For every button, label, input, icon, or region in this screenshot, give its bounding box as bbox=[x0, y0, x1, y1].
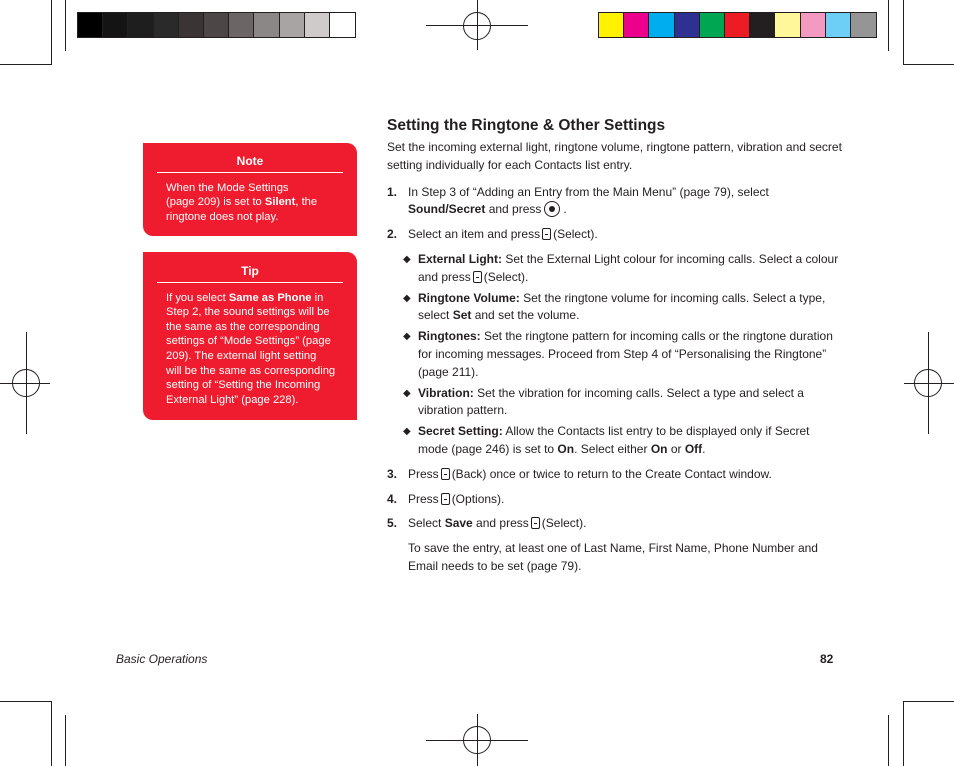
tip-line: setting of “Setting the Incoming bbox=[166, 379, 321, 392]
gray-swatch bbox=[78, 13, 103, 37]
option-label: External Light: bbox=[418, 251, 503, 266]
diamond-bullet-icon: ◆ bbox=[403, 253, 411, 265]
main-content bbox=[387, 116, 842, 576]
gray-swatch bbox=[103, 13, 128, 37]
option-text: Set the External Light colour for incoming calls. Select a colour and press bbox=[418, 251, 839, 284]
step-bold: Save bbox=[444, 516, 473, 531]
step-number: 4. bbox=[387, 491, 398, 506]
step-number: 1. bbox=[387, 184, 398, 199]
gray-swatch bbox=[204, 13, 229, 37]
option-ringtones bbox=[387, 328, 842, 381]
step-text: Select bbox=[408, 516, 445, 531]
option-secret-setting bbox=[387, 423, 842, 459]
tip-box bbox=[143, 252, 357, 420]
note-body bbox=[143, 173, 357, 225]
step-number: 2. bbox=[387, 227, 398, 242]
option-text: Set the vibration for incoming calls. Select a type and select a vibration pattern. bbox=[418, 385, 804, 418]
diamond-bullet-icon: ◆ bbox=[403, 292, 411, 304]
note-box bbox=[143, 143, 357, 236]
color-swatch bbox=[700, 13, 725, 37]
color-swatch bbox=[775, 13, 800, 37]
step-text: Press bbox=[408, 466, 439, 481]
note-text: (page 209) is set to bbox=[166, 196, 265, 209]
option-text: (Select). bbox=[483, 269, 529, 284]
soft-key-icon bbox=[531, 517, 540, 529]
tip-line: will be the same as corresponding bbox=[166, 364, 336, 377]
note-line: When the Mode Settings bbox=[166, 181, 289, 194]
option-bold: On bbox=[557, 441, 575, 456]
option-label: Ringtones: bbox=[418, 329, 481, 344]
step-4 bbox=[387, 491, 842, 509]
color-swatch bbox=[826, 13, 851, 37]
option-label: Vibration: bbox=[418, 385, 474, 400]
tip-bold: Same as Phone bbox=[228, 291, 312, 304]
step-text: In Step 3 of “Adding an Entry from the Main Menu” (page 79), select bbox=[408, 184, 769, 199]
color-swatch bbox=[675, 13, 700, 37]
color-swatch bbox=[624, 13, 649, 37]
option-label: Ringtone Volume: bbox=[418, 290, 520, 305]
option-text: Allow the Contacts list entry to be displayed only if Secret mode (page 246) is set to bbox=[418, 424, 810, 456]
diamond-bullet-icon: ◆ bbox=[403, 331, 411, 343]
gray-swatch bbox=[254, 13, 279, 37]
step-text: Select an item and press bbox=[408, 227, 541, 242]
step-number: 5. bbox=[387, 516, 398, 531]
step-bold: Sound/Secret bbox=[408, 202, 486, 217]
note-bold: Silent bbox=[264, 196, 296, 209]
gray-swatch bbox=[229, 13, 254, 37]
step-text: . bbox=[563, 202, 567, 217]
gray-swatch bbox=[128, 13, 153, 37]
tip-line: 209). The external light setting bbox=[166, 349, 317, 362]
process-color-bar bbox=[598, 12, 877, 38]
option-text: Set the ringtone pattern for incoming calls or the ringtone duration for incoming messages. Proceed from Step 4 of “Personalising the Ringtone” (page 211). bbox=[418, 329, 833, 379]
option-text: and set the volume. bbox=[471, 308, 580, 323]
option-external-light bbox=[387, 251, 842, 287]
color-swatch bbox=[725, 13, 750, 37]
gray-swatch bbox=[154, 13, 179, 37]
color-swatch bbox=[599, 13, 624, 37]
intro-paragraph: Set the incoming external light, ringtone volume, ringtone pattern, vibration and secret setting individually for each Contacts list entry. bbox=[387, 140, 842, 172]
step-2 bbox=[387, 226, 842, 244]
step-5 bbox=[387, 515, 842, 533]
gray-swatch bbox=[330, 13, 355, 37]
closing-paragraph: To save the entry, at least one of Last Name, First Name, Phone Number and Email needs to be set (page 79). bbox=[408, 541, 818, 573]
gray-swatch bbox=[280, 13, 305, 37]
note-line bbox=[166, 195, 341, 210]
step-text: and press bbox=[472, 516, 529, 531]
tip-text: in bbox=[311, 291, 324, 304]
option-text: Set the ringtone volume for incoming calls. Select a type, select bbox=[418, 290, 826, 323]
soft-key-icon bbox=[441, 468, 450, 480]
option-bold: Off bbox=[684, 441, 703, 456]
center-key-icon bbox=[544, 201, 560, 217]
option-label: Secret Setting: bbox=[418, 424, 503, 439]
soft-key-icon bbox=[473, 271, 482, 283]
step-text: (Back) once or twice to return to the Create Contact window. bbox=[451, 466, 772, 481]
diamond-bullet-icon: ◆ bbox=[403, 387, 411, 399]
option-text: or bbox=[667, 441, 685, 456]
color-swatch bbox=[851, 13, 876, 37]
step-text: (Select). bbox=[553, 227, 598, 242]
note-title: Note bbox=[157, 154, 343, 173]
tip-line: Step 2, the sound settings will be bbox=[166, 306, 330, 319]
tip-line bbox=[166, 291, 341, 306]
tip-body bbox=[143, 283, 357, 408]
note-text: , the bbox=[295, 196, 318, 209]
tip-title: Tip bbox=[157, 264, 343, 283]
color-swatch bbox=[649, 13, 674, 37]
color-swatch bbox=[801, 13, 826, 37]
soft-key-icon bbox=[441, 493, 450, 505]
page-number: 82 bbox=[820, 652, 834, 666]
section-heading: Setting the Ringtone & Other Settings bbox=[387, 117, 666, 134]
soft-key-icon bbox=[542, 228, 551, 240]
step-1 bbox=[387, 184, 842, 220]
step-text: (Options). bbox=[451, 491, 505, 506]
step-number: 3. bbox=[387, 466, 398, 481]
option-vibration bbox=[387, 385, 842, 421]
tip-line: the same as the corresponding bbox=[166, 320, 320, 333]
tip-line: External Light” (page 228). bbox=[166, 393, 299, 406]
option-text: . bbox=[702, 441, 706, 456]
tip-line: settings of “Mode Settings” (page bbox=[166, 335, 331, 348]
option-text: . Select either bbox=[574, 441, 651, 456]
diamond-bullet-icon: ◆ bbox=[403, 426, 411, 438]
step-text: Press bbox=[408, 491, 439, 506]
color-swatch bbox=[750, 13, 775, 37]
gray-swatch bbox=[305, 13, 330, 37]
option-bold: Set bbox=[452, 308, 472, 323]
gray-swatch bbox=[179, 13, 204, 37]
step-text: and press bbox=[485, 202, 542, 217]
option-ringtone-volume bbox=[387, 290, 842, 326]
grayscale-color-bar bbox=[77, 12, 356, 38]
tip-text: If you select bbox=[166, 291, 229, 304]
step-text: (Select). bbox=[541, 516, 587, 531]
option-bold: On bbox=[650, 441, 668, 456]
note-line: ringtone does not play. bbox=[166, 210, 279, 223]
step-3 bbox=[387, 466, 842, 484]
footer-section-name: Basic Operations bbox=[116, 652, 208, 666]
